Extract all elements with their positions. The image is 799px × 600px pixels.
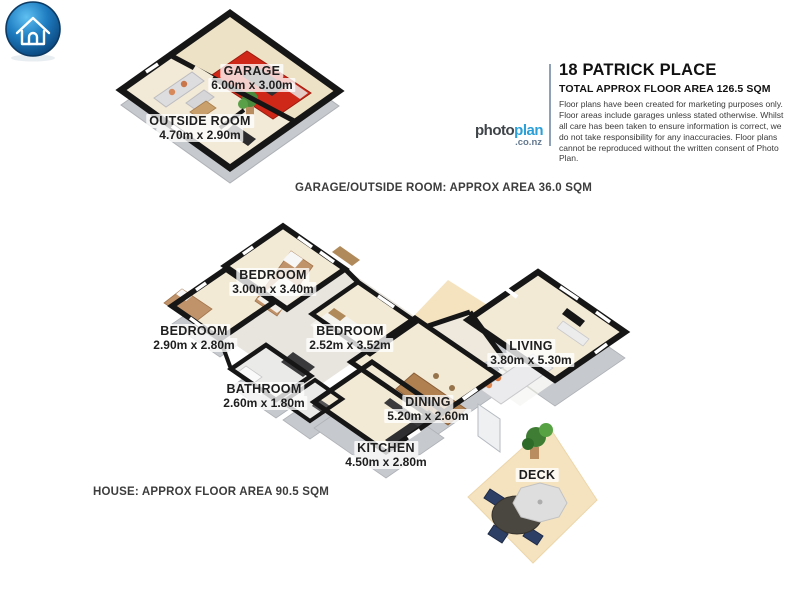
label-bedroom-top: BEDROOM 3.00m x 3.40m <box>229 268 316 296</box>
label-garage: GARAGE 6.00m x 3.00m <box>208 64 295 92</box>
garage-area-caption: GARAGE/OUTSIDE ROOM: APPROX AREA 36.0 SQM <box>295 182 593 194</box>
label-bedroom-left: BEDROOM 2.90m x 2.80m <box>150 324 237 352</box>
house-area-caption: HOUSE: APPROX FLOOR AREA 90.5 SQM <box>93 486 329 498</box>
label-living: LIVING 3.80m x 5.30m <box>487 339 574 367</box>
umbrella-pole <box>538 500 543 505</box>
photoplan-logo <box>0 0 66 64</box>
title-block <box>559 61 792 164</box>
page-title: 18 PATRICK PLACE <box>559 61 717 79</box>
label-outside-room: OUTSIDE ROOM 4.70m x 2.90m <box>146 114 254 142</box>
label-bathroom: BATHROOM 2.60m x 1.80m <box>220 382 307 410</box>
label-bedroom-mid: BEDROOM 2.52m x 3.52m <box>306 324 393 352</box>
garage-plan <box>121 13 339 183</box>
sliding-door-icon <box>478 404 500 452</box>
total-area-subtitle: TOTAL APPROX FLOOR AREA 126.5 SQM <box>559 83 771 95</box>
header-divider <box>549 64 551 146</box>
label-kitchen: KITCHEN 4.50m x 2.80m <box>342 441 429 469</box>
label-dining: DINING 5.20m x 2.60m <box>384 395 471 423</box>
photoplan-wordmark: photoplan .co.nz <box>475 122 543 148</box>
disclaimer-text: Floor plans have been created for marketing purposes only. Floor areas include garages unless stated otherwise. Whilst all care has been taken to ensure information is correct, we do not take responsibility for any inaccuracies. Floor plans cannot be reproduced without the written consent of Photo Plan. <box>559 99 784 164</box>
label-deck: DECK <box>516 468 559 482</box>
